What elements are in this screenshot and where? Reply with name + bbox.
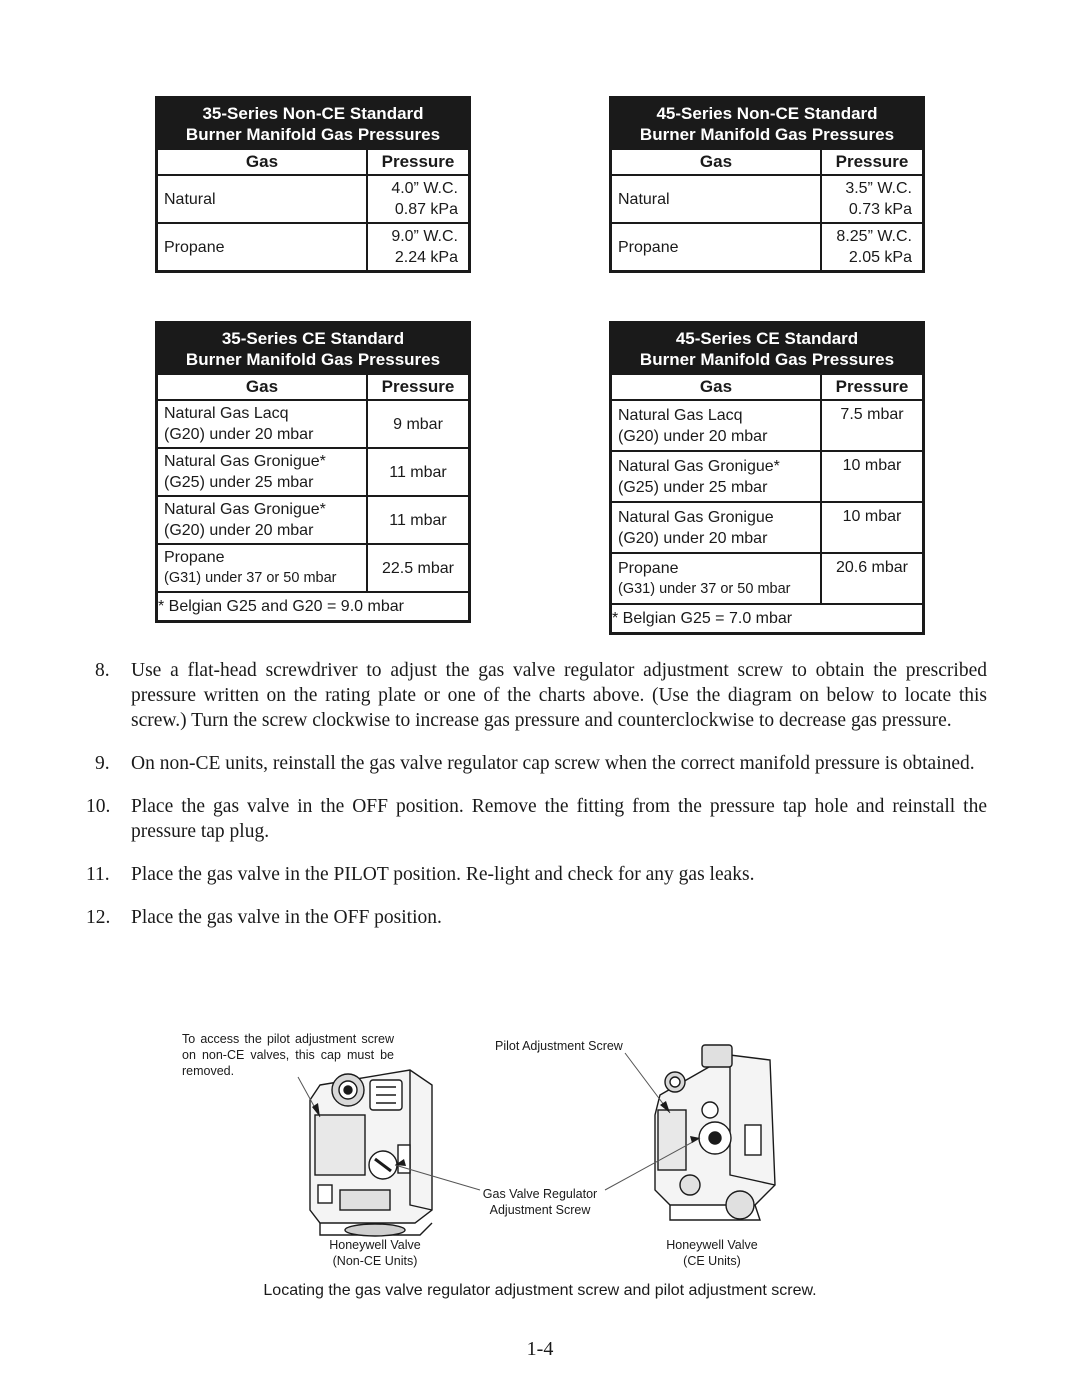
table-note-row: [158, 592, 468, 620]
table-row: [612, 451, 922, 502]
step-11: [86, 862, 987, 887]
table-subtitle: Burner Manifold Gas Pressures: [185, 350, 441, 369]
step-number: 9.: [95, 753, 110, 774]
step-12: [86, 905, 987, 930]
table-subtitle: Burner Manifold Gas Pressures: [639, 350, 895, 369]
step-number: 10.: [86, 796, 111, 817]
pressure-cell: 22.5 mbar: [367, 544, 468, 592]
pressure-wc: 9.0” W.C.: [391, 228, 458, 245]
table-header: [612, 324, 922, 373]
valve-figure: [170, 1025, 930, 1275]
table-row: [612, 175, 922, 223]
column-header-gas: Gas: [158, 374, 367, 400]
gas-name: Natural Gas Lacq: [618, 406, 743, 424]
right-valve-label: [632, 1237, 792, 1269]
pressure-wc: 3.5” W.C.: [845, 180, 912, 197]
left-valve-name: Honeywell Valve: [329, 1238, 421, 1252]
gas-name: Natural Gas Gronigue: [618, 508, 774, 526]
table-title: 45-Series CE Standard: [675, 329, 859, 348]
gas-cell: Natural: [612, 175, 821, 223]
column-header-pressure: Pressure: [821, 374, 922, 400]
figure-caption: Locating the gas valve regulator adjustment screw and pilot adjustment screw.: [263, 1282, 817, 1299]
gas-cell: Natural: [158, 175, 367, 223]
table-note: * Belgian G25 = 7.0 mbar: [612, 609, 793, 627]
gas-cell: [158, 496, 367, 544]
column-header-gas: Gas: [612, 149, 821, 175]
gas-spec: (G20) under 20 mbar: [618, 529, 768, 547]
instruction-steps: [86, 658, 987, 948]
gas-cell: [158, 400, 367, 448]
step-number: 8.: [95, 660, 110, 681]
regulator-label-line-2: Adjustment Screw: [489, 1203, 591, 1217]
honeywell-valve-ce-drawing: [655, 1045, 775, 1220]
pressure-cell: [821, 175, 922, 223]
table-subtitle: Burner Manifold Gas Pressures: [185, 125, 441, 144]
table-row: [158, 544, 468, 592]
step-number: 11.: [86, 864, 110, 885]
step-text: Place the gas valve in the OFF position.: [131, 907, 442, 928]
regulator-label-line-1: Gas Valve Regulator: [482, 1187, 598, 1201]
table-subtitle: Burner Manifold Gas Pressures: [639, 125, 895, 144]
honeywell-valve-non-ce-drawing: [310, 1070, 432, 1236]
table-row: [158, 175, 468, 223]
column-header-gas: Gas: [612, 374, 821, 400]
gas-name: Propane: [164, 549, 225, 566]
table-35-ce: [155, 321, 471, 623]
column-header-pressure: Pressure: [821, 149, 922, 175]
table-title: 35-Series CE Standard: [221, 329, 405, 348]
gas-cell: [612, 553, 821, 604]
gas-cell: Propane: [612, 223, 821, 270]
gas-spec: (G25) under 25 mbar: [164, 474, 314, 491]
pressure-cell: 9 mbar: [367, 400, 468, 448]
table-row: [612, 502, 922, 553]
step-text: Place the gas valve in the OFF position. Remove the fitting from the pressure tap hole and reinstall the pressure tap plug.: [131, 796, 987, 842]
column-header-gas: Gas: [158, 149, 367, 175]
step-8: [95, 658, 987, 733]
pressure-cell: 10 mbar: [821, 451, 922, 502]
table-header: [612, 99, 922, 148]
table-row: [158, 400, 468, 448]
table-row: [612, 553, 922, 604]
pressure-cell: [367, 223, 468, 270]
gas-cell: [612, 400, 821, 451]
step-9: [95, 751, 987, 776]
pressure-cell: [821, 223, 922, 270]
pressure-cell: 11 mbar: [367, 448, 468, 496]
gas-name: Natural Gas Gronigue*: [164, 501, 326, 518]
gas-spec: (G20) under 20 mbar: [618, 427, 768, 445]
gas-cell: [612, 502, 821, 553]
table-title: 45-Series Non-CE Standard: [656, 104, 878, 123]
table-note-row: [612, 604, 922, 632]
gas-cell: [158, 544, 367, 592]
gas-spec: (G25) under 25 mbar: [618, 478, 768, 496]
pressure-kpa: 0.73 kPa: [848, 201, 912, 218]
table-row: [158, 223, 468, 270]
pressure-cell: [367, 175, 468, 223]
gas-name: Natural Gas Gronigue*: [164, 453, 326, 470]
left-valve-type: (Non-CE Units): [332, 1254, 418, 1268]
pressure-cell: 11 mbar: [367, 496, 468, 544]
gas-cell: Propane: [158, 223, 367, 270]
pressure-kpa: 2.24 kPa: [394, 249, 458, 266]
right-valve-name: Honeywell Valve: [666, 1238, 758, 1252]
gas-cell: [158, 448, 367, 496]
page-number: 1-4: [526, 1338, 554, 1360]
gas-spec: (G20) under 20 mbar: [164, 522, 314, 539]
pressure-kpa: 2.05 kPa: [848, 249, 912, 266]
step-10: [86, 794, 987, 844]
gas-name: Natural Gas Lacq: [164, 405, 289, 422]
pressure-cell: 20.6 mbar: [821, 553, 922, 604]
pressure-wc: 8.25” W.C.: [836, 228, 912, 245]
gas-name: Natural Gas Gronigue*: [618, 457, 780, 475]
gas-valve-regulator-label: [460, 1186, 620, 1218]
step-text: Use a flat-head screwdriver to adjust the gas valve regulator adjustment screw to obtain the prescribed pressure written on the rating plate or one of the charts above. (Use the diagram on below to locate this screw.) Turn the screw clockwise to increase gas pressure and counterclockwise to decrease gas pressure.: [131, 660, 987, 731]
table-row: [158, 448, 468, 496]
table-row: [612, 223, 922, 270]
pressure-cell: 7.5 mbar: [821, 400, 922, 451]
pilot-adjustment-screw-label: Pilot Adjustment Screw: [495, 1039, 623, 1053]
step-text: Place the gas valve in the PILOT position. Re-light and check for any gas leaks.: [131, 864, 755, 885]
gas-name: Propane: [618, 559, 679, 577]
gas-spec: (G31) under 37 or 50 mbar: [618, 580, 791, 597]
table-header: [158, 324, 468, 373]
gas-cell: [612, 451, 821, 502]
pressure-wc: 4.0” W.C.: [391, 180, 458, 197]
table-header: [158, 99, 468, 148]
table-35-non-ce: [155, 96, 471, 273]
table-title: 35-Series Non-CE Standard: [202, 104, 424, 123]
table-45-ce: [609, 321, 925, 635]
gas-spec: (G20) under 20 mbar: [164, 426, 314, 443]
left-valve-label: [295, 1237, 455, 1269]
column-header-pressure: Pressure: [367, 149, 468, 175]
pressure-kpa: 0.87 kPa: [394, 201, 458, 218]
table-row: [612, 400, 922, 451]
pressure-cell: 10 mbar: [821, 502, 922, 553]
step-text: On non-CE units, reinstall the gas valve regulator cap screw when the correct manifold pressure is obtained.: [131, 753, 975, 774]
step-number: 12.: [86, 907, 111, 928]
table-row: [158, 496, 468, 544]
cap-note-label: To access the pilot adjustment screw on non-CE valves, this cap must be removed.: [182, 1032, 394, 1078]
column-header-pressure: Pressure: [367, 374, 468, 400]
table-45-non-ce: [609, 96, 925, 273]
table-note: * Belgian G25 and G20 = 9.0 mbar: [158, 597, 404, 615]
right-valve-type: (CE Units): [683, 1254, 741, 1268]
gas-spec: (G31) under 37 or 50 mbar: [164, 570, 337, 586]
